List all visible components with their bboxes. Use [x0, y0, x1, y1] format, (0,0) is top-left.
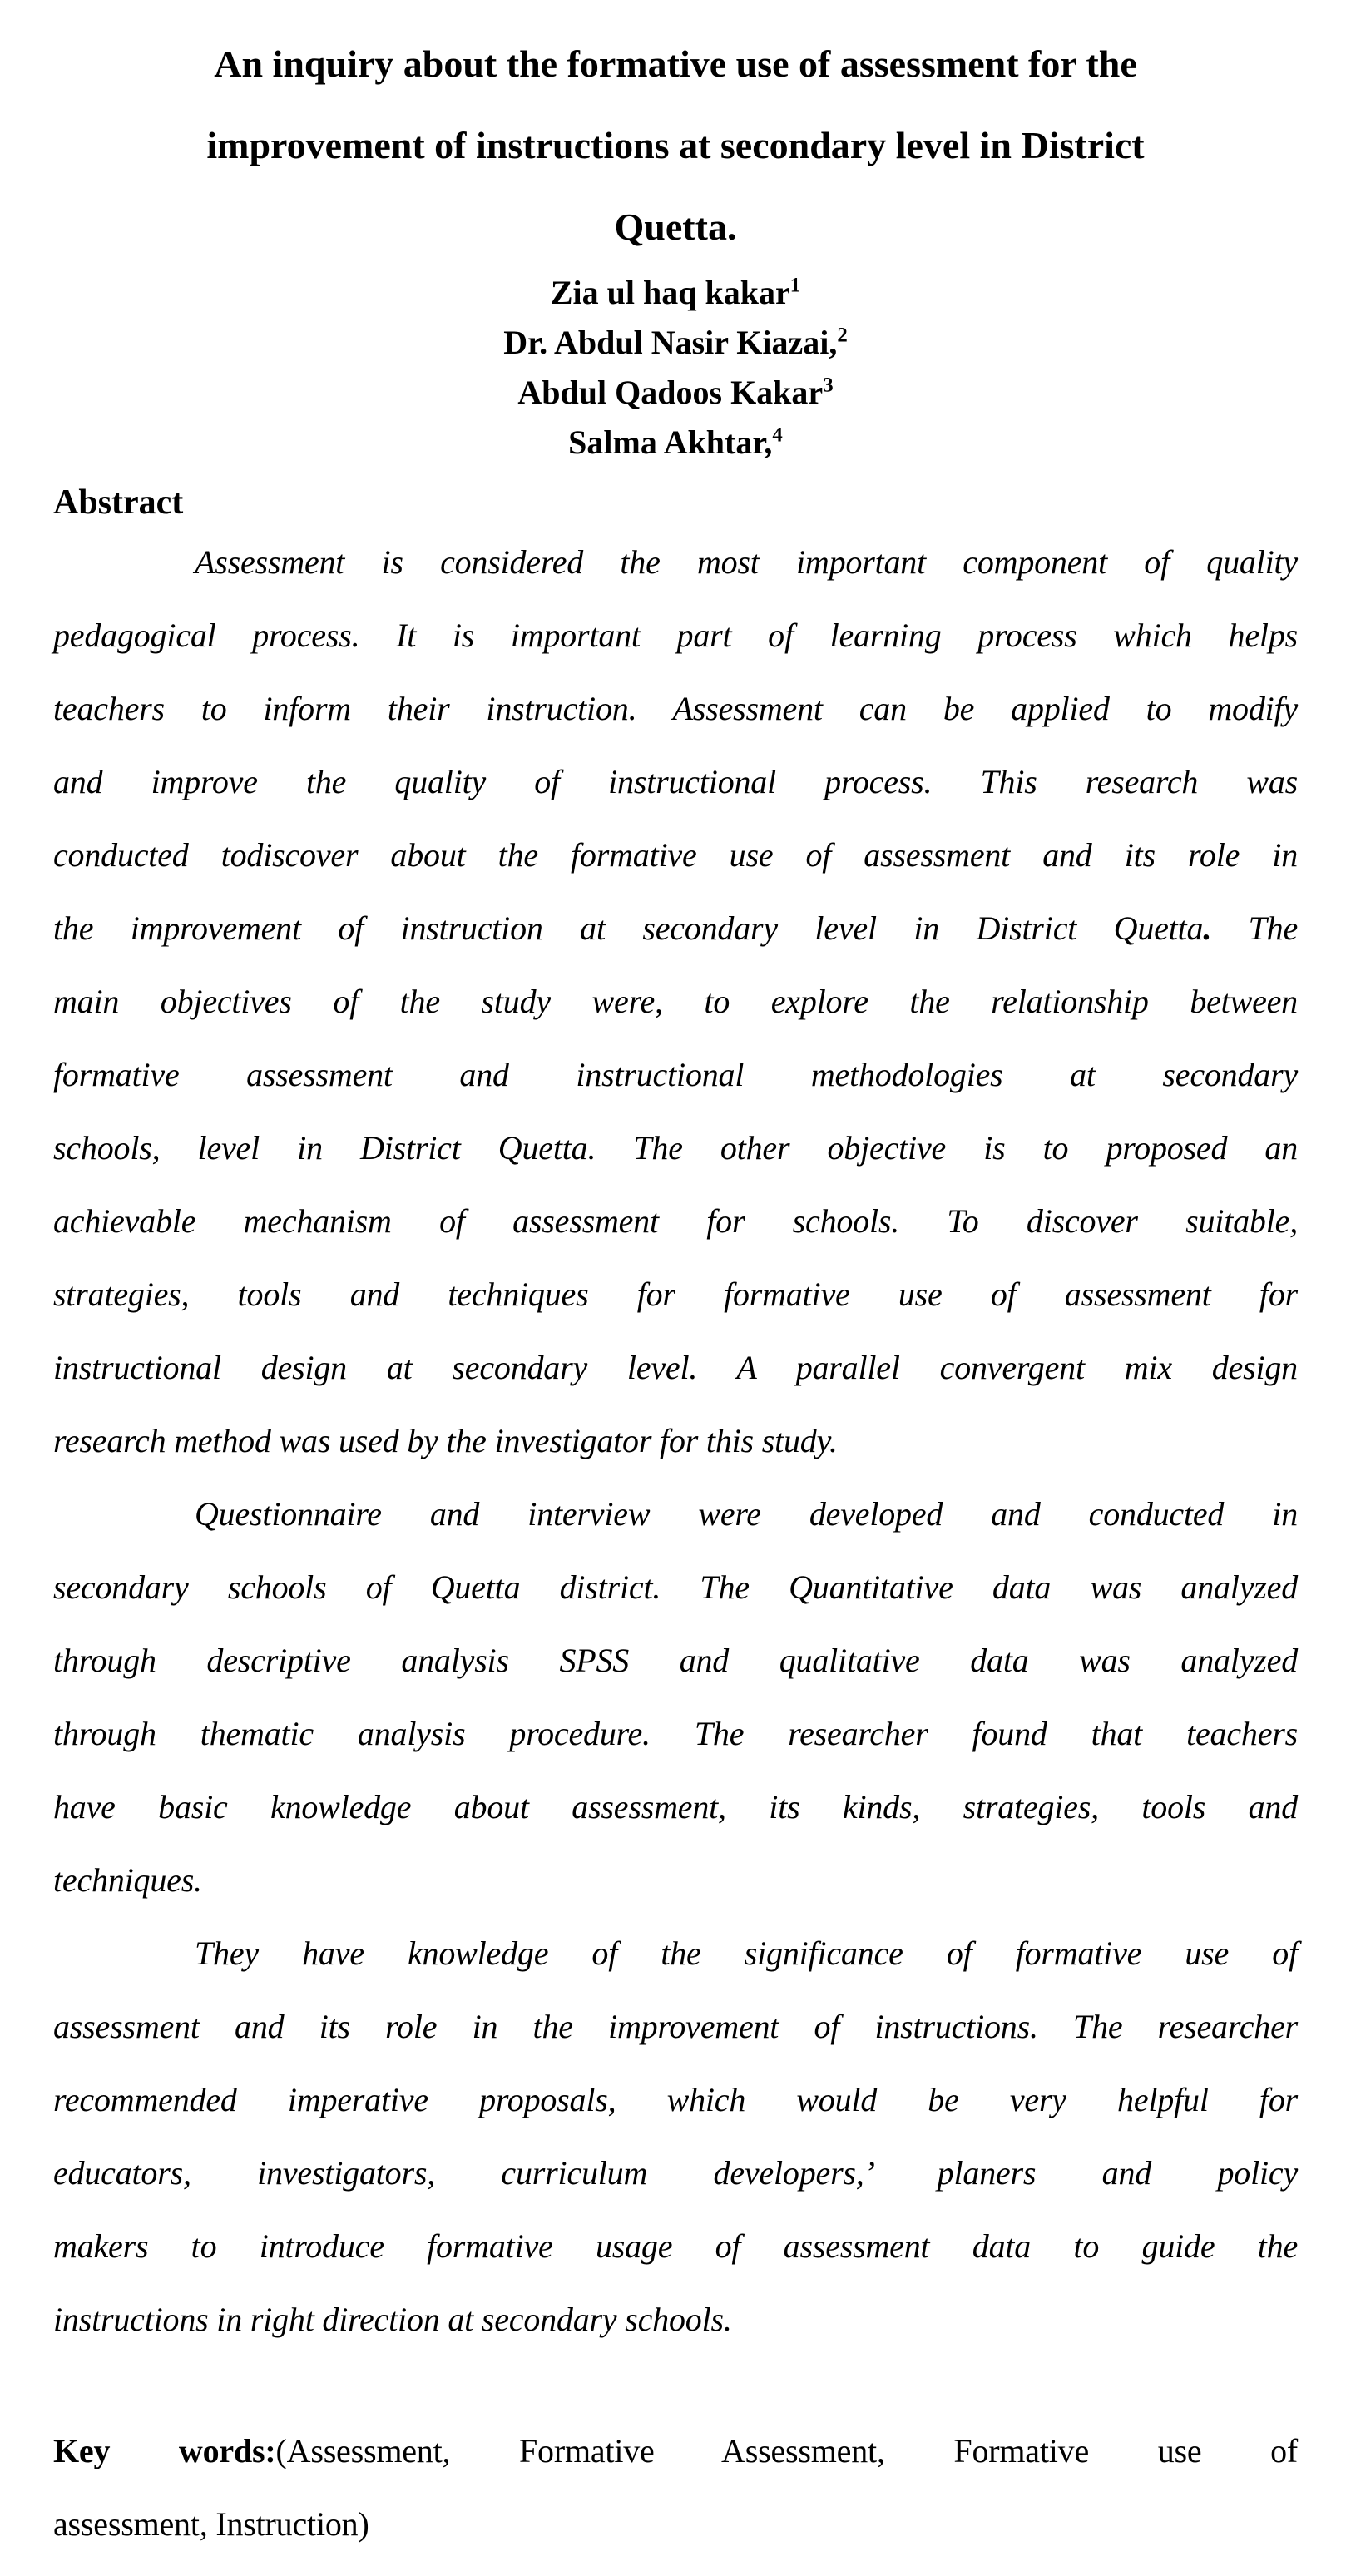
keywords-label: Key words:: [53, 2432, 276, 2469]
author-name: Abdul Qadoos Kakar: [517, 374, 824, 411]
p1-line-6: [53, 892, 1298, 965]
p1-line-1: Assessment is considered the most important component of quality: [195, 543, 1298, 581]
p2-line-2: secondary schools of Quetta district. The Quantitative data was analyzed: [53, 1568, 1298, 1606]
keywords-line-1: [53, 2415, 1298, 2488]
author-name: Dr. Abdul Nasir Kiazai,: [503, 324, 838, 361]
p1-line-6-text: the improvement of instruction at secondary level in District Quetta: [53, 909, 1204, 947]
author-line-3: [53, 368, 1298, 418]
p3-line-1: They have knowledge of the significance of formative use of: [195, 1934, 1298, 1972]
author-superscript: 2: [837, 324, 848, 347]
p1-line-13: research method was used by the investigator for this study.: [53, 1422, 838, 1459]
p1-line-8: formative assessment and instructional methodologies at secondary: [53, 1056, 1298, 1093]
title-line-1: An inquiry about the formative use of assessment for the: [214, 42, 1137, 85]
p1-line-10: achievable mechanism of assessment for schools. To discover suitable,: [53, 1202, 1298, 1240]
p3-line-4: educators, investigators, curriculum developers,’ planers and policy: [53, 2154, 1298, 2192]
p1-line-3: teachers to inform their instruction. Assessment can be applied to modify: [53, 690, 1298, 727]
title-line-3: Quetta.: [614, 206, 737, 248]
keywords-block: [53, 2415, 1298, 2561]
p1-line-2: pedagogical process. It is important part of learning process which helps: [53, 617, 1298, 654]
p2-line-3: through descriptive analysis SPSS and qualitative data was analyzed: [53, 1642, 1298, 1679]
author-line-1: [53, 268, 1298, 318]
keywords-line-2: assessment, Instruction): [53, 2505, 369, 2543]
author-superscript: 4: [772, 424, 783, 447]
p1-line-7: main objectives of the study were, to explore the relationship between: [53, 983, 1298, 1020]
p1-line-9: schools, level in District Quetta. The other objective is to proposed an: [53, 1129, 1298, 1167]
author-superscript: 1: [789, 274, 801, 297]
p3-line-3: recommended imperative proposals, which would be very helpful for: [53, 2081, 1298, 2118]
p3-line-2: assessment and its role in the improvement of instructions. The researcher: [53, 2008, 1298, 2045]
author-superscript: 3: [823, 374, 834, 397]
p2-line-4: through thematic analysis procedure. The researcher found that teachers: [53, 1715, 1298, 1752]
p3-line-5: makers to introduce formative usage of assessment data to guide the: [53, 2227, 1298, 2265]
author-name: Salma Akhtar,: [568, 424, 773, 461]
abstract-paragraph-1: [53, 526, 1298, 1478]
bold-period: .: [1203, 909, 1212, 947]
author-line-4: [53, 418, 1298, 468]
p1-line-6-tail: The: [1211, 909, 1298, 947]
abstract-heading: Abstract: [53, 483, 184, 522]
p1-line-12: instructional design at secondary level. A parallel convergent mix design: [53, 1349, 1298, 1386]
p2-line-5: have basic knowledge about assessment, its kinds, strategies, tools and: [53, 1788, 1298, 1825]
p2-line-6: techniques.: [53, 1861, 202, 1899]
p1-line-11: strategies, tools and techniques for formative use of assessment for: [53, 1276, 1298, 1313]
p3-line-6: instructions in right direction at secondary schools.: [53, 2301, 732, 2338]
author-line-2: [53, 318, 1298, 368]
paper-title: [53, 23, 1298, 268]
author-name: Zia ul haq kakar: [550, 274, 790, 311]
keywords-text: (Assessment, Formative Assessment, Formative use of: [275, 2432, 1298, 2469]
authors-block: [53, 268, 1298, 468]
p1-line-5: conducted todiscover about the formative use of assessment and its role in: [53, 836, 1298, 874]
abstract-paragraph-3: [53, 1917, 1298, 2356]
abstract-paragraph-2: [53, 1478, 1298, 1917]
p2-line-1: Questionnaire and interview were developed and conducted in: [195, 1495, 1298, 1533]
p1-line-4: and improve the quality of instructional process. This research was: [53, 763, 1298, 800]
title-line-2: improvement of instructions at secondary level in District: [206, 124, 1145, 166]
